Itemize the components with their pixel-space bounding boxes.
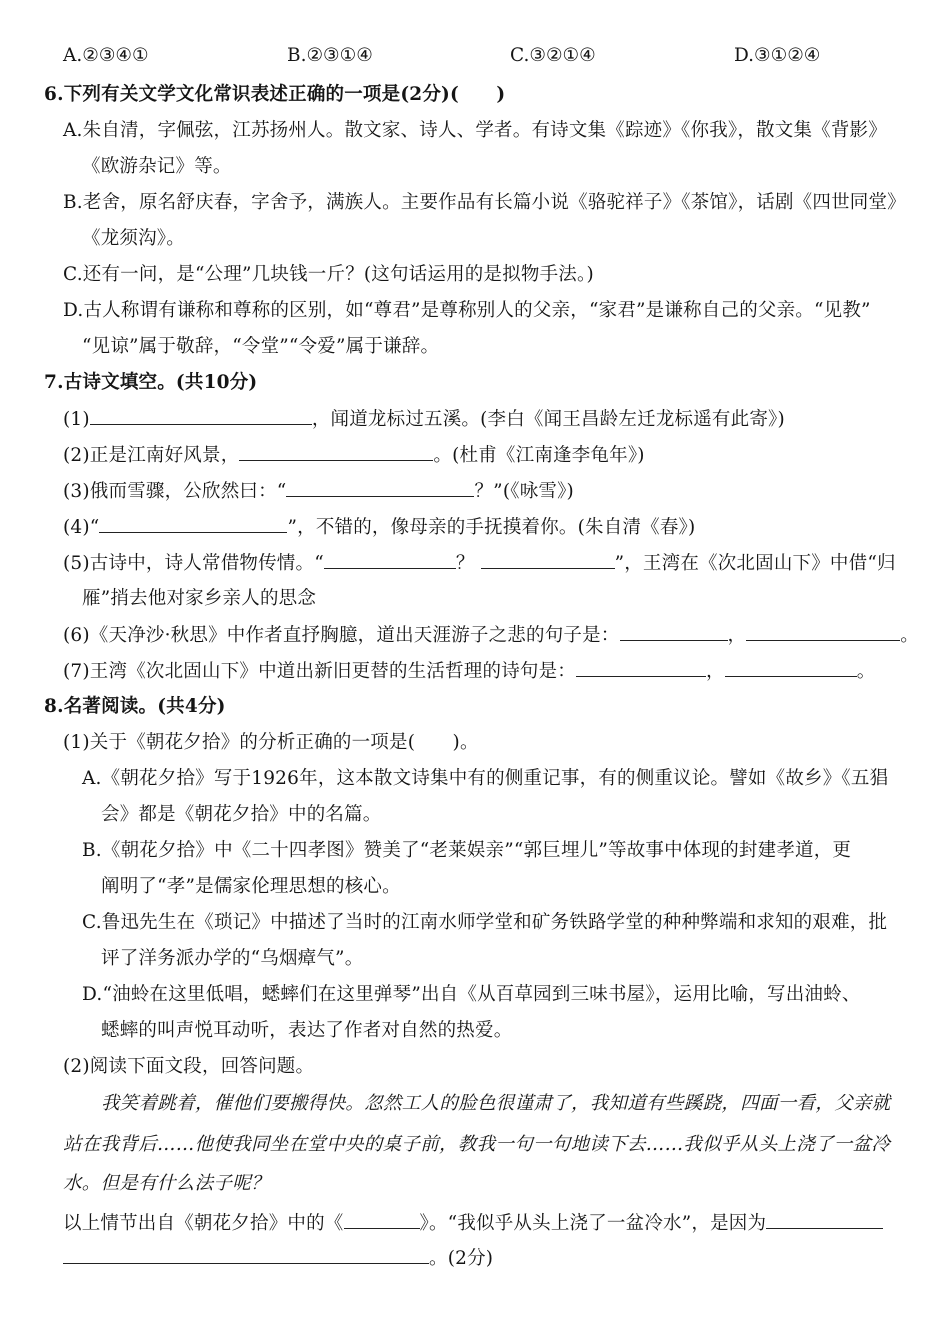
q6-option-b-line2: 《龙须沟》。 bbox=[82, 228, 185, 249]
blank-q8-reason[interactable] bbox=[766, 1210, 883, 1229]
q6-stem: 6.下列有关文学文化常识表述正确的一项是(2分)( ) bbox=[44, 84, 506, 105]
q6-option-b-line1: B.老舍，原名舒庆春，字舍予，满族人。主要作品有长篇小说《骆驼祥子》《茶馆》，话剧《四世同堂》 bbox=[63, 192, 906, 213]
q8-question: 以上情节出自《朝花夕拾》中的《 》。“我似乎从头上浇了一盆冷水”，是因为 bbox=[63, 1210, 883, 1237]
q7-stem: 7.古诗文填空。(共10分) bbox=[44, 372, 258, 393]
q6-option-d-line2: “见谅”属于敬辞，“令堂”“令爱”属于谦辞。 bbox=[82, 336, 440, 357]
q8-option-d-line1: D.“油蛉在这里低唱，蟋蟀们在这里弹琴”出自《从百草园到三味书屋》，运用比喻，写出油蛉、 bbox=[82, 984, 861, 1005]
q8-option-c-line2: 评了洋务派办学的“乌烟瘴气”。 bbox=[101, 948, 364, 969]
blank-q7-1[interactable] bbox=[90, 406, 312, 425]
q6-option-c: C.还有一问，是“公理”几块钱一斤？(这句话运用的是拟物手法。) bbox=[63, 264, 594, 285]
q8-option-a-line1: A.《朝花夕拾》写于1926年，这本散文诗集中有的侧重记事，有的侧重议论。譬如《故乡》《五猖 bbox=[82, 768, 889, 789]
blank-q7-6a[interactable] bbox=[620, 622, 728, 641]
q7-item-1: (1) ，闻道龙标过五溪。(李白《闻王昌龄左迁龙标遥有此寄》) bbox=[63, 406, 785, 433]
q8-option-b-line1: B.《朝花夕拾》中《二十四孝图》赞美了“老莱娱亲”“郭巨埋儿”等故事中体现的封建孝道，更 bbox=[82, 840, 852, 861]
blank-q8-reason-cont[interactable] bbox=[63, 1245, 429, 1264]
q7-item-7: (7)王湾《次北固山下》中道出新旧更替的生活哲理的诗句是： ， 。 bbox=[63, 658, 875, 685]
blank-q8-title[interactable] bbox=[344, 1210, 420, 1229]
blank-q7-7a[interactable] bbox=[576, 658, 706, 677]
q5-option-d: D.③①②④ bbox=[734, 45, 821, 66]
blank-q7-5b[interactable] bbox=[481, 550, 615, 569]
q8-question-cont: 。(2分) bbox=[63, 1245, 493, 1272]
q7-item-5-cont: 雁”捎去他对家乡亲人的思念 bbox=[82, 588, 317, 609]
blank-q7-3[interactable] bbox=[286, 478, 474, 497]
blank-q7-5a[interactable] bbox=[324, 550, 456, 569]
q5-option-b: B.②③①④ bbox=[287, 45, 373, 66]
q6-option-d-line1: D.古人称谓有谦称和尊称的区别，如“尊君”是尊称别人的父亲，“家君”是谦称自己的父亲。“见教” bbox=[63, 300, 871, 321]
passage-line-2: 站在我背后……他使我同坐在堂中央的桌子前，教我一句一句地读下去……我似乎从头上浇了一盆冷 bbox=[63, 1134, 891, 1155]
q8-sub-1: (1)关于《朝花夕拾》的分析正确的一项是( )。 bbox=[63, 732, 479, 753]
q8-stem: 8.名著阅读。(共4分) bbox=[44, 696, 226, 717]
q8-option-c-line1: C.鲁迅先生在《琐记》中描述了当时的江南水师学堂和矿务铁路学堂的种种弊端和求知的艰难，批 bbox=[82, 912, 888, 933]
q5-option-a: A.②③④① bbox=[63, 45, 149, 66]
passage-line-3: 水。但是有什么法子呢？ bbox=[63, 1173, 270, 1194]
q8-option-a-line2: 会》都是《朝花夕拾》中的名篇。 bbox=[101, 804, 382, 825]
q7-item-3: (3)俄而雪骤，公欣然曰：“ ？”(《咏雪》) bbox=[63, 478, 574, 505]
q6-option-a-line2: 《欧游杂记》等。 bbox=[82, 156, 232, 177]
passage-line-1: 我笑着跳着，催他们要搬得快。忽然工人的脸色很谨肃了，我知道有些蹊跷，四面一看，父亲就 bbox=[101, 1093, 891, 1114]
blank-q7-6b[interactable] bbox=[746, 622, 900, 641]
q7-item-6: (6)《天净沙·秋思》中作者直抒胸臆，道出天涯游子之悲的句子是： ， 。 bbox=[63, 622, 919, 649]
q8-option-b-line2: 阐明了“孝”是儒家伦理思想的核心。 bbox=[101, 876, 401, 897]
q8-sub-2: (2)阅读下面文段，回答问题。 bbox=[63, 1056, 315, 1077]
q7-item-5: (5)古诗中，诗人常借物传情。“ ？ ”，王湾在《次北固山下》中借“归 bbox=[63, 550, 896, 577]
q6-option-a-line1: A.朱自清，字佩弦，江苏扬州人。散文家、诗人、学者。有诗文集《踪迹》《你我》，散文集《背影》 bbox=[63, 120, 887, 141]
q8-option-d-line2: 蟋蟀的叫声悦耳动听，表达了作者对自然的热爱。 bbox=[101, 1020, 513, 1041]
q7-item-2: (2)正是江南好风景， 。(杜甫《江南逢李龟年》) bbox=[63, 442, 645, 469]
blank-q7-4[interactable] bbox=[99, 514, 287, 533]
blank-q7-7b[interactable] bbox=[725, 658, 857, 677]
q5-option-c: C.③②①④ bbox=[510, 45, 596, 66]
q7-item-4: (4)“ ”，不错的，像母亲的手抚摸着你。(朱自清《春》) bbox=[63, 514, 695, 541]
blank-q7-2[interactable] bbox=[239, 442, 433, 461]
